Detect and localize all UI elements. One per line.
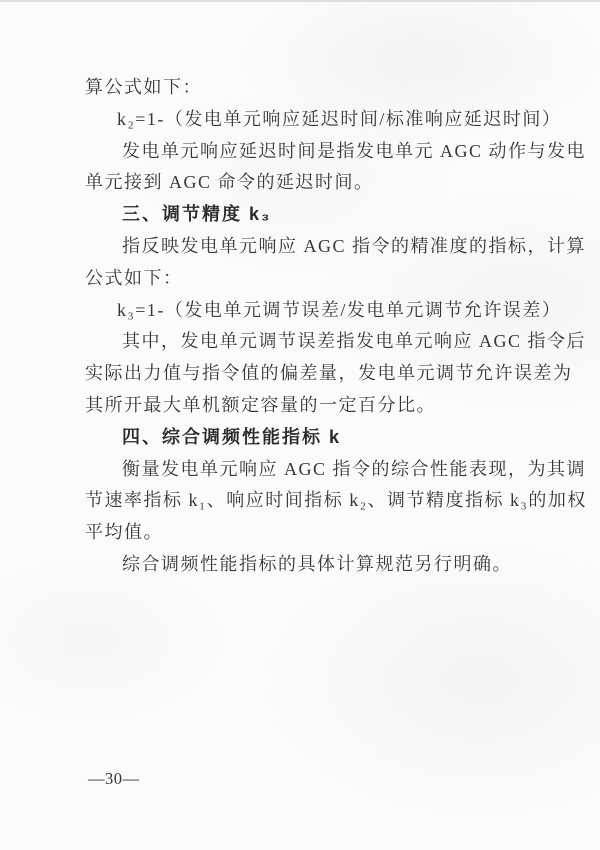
text-line-error-def-1: 其中，发电单元调节误差指发电单元响应 AGC 指令后 [122, 331, 587, 352]
document-body [85, 72, 587, 581]
text-line-delay-def-2: 单元接到 AGC 命令的延迟时间。 [85, 172, 374, 193]
text-line-accuracy-def-1: 指反映发电单元响应 AGC 指令的精准度的指标，计算 [122, 235, 587, 256]
text-line-error-def-3: 其所开最大单机额定容量的一定百分比。 [85, 394, 436, 415]
text-line-composite-def-2: 节速率指标 k₁、响应时间指标 k₂、调节精度指标 k₃的加权 [85, 490, 587, 511]
text-line-composite-def-1: 衡量发电单元响应 AGC 指令的综合性能表现，为其调 [122, 458, 587, 479]
text-line-formula-intro-cont: 算公式如下： [85, 77, 202, 97]
section-heading-3-regulation-accuracy: 三、调节精度 k₃ [122, 204, 272, 225]
text-line-composite-def-3: 平均值。 [85, 522, 163, 543]
formula-k2: k₂=1-（发电单元响应延迟时间/标准响应延迟时间） [117, 108, 562, 129]
scan-edge-artifact [0, 0, 600, 2]
text-line-delay-def-1: 发电单元响应延迟时间是指发电单元 AGC 动作与发电 [122, 140, 587, 161]
text-line-closing-note: 综合调频性能指标的具体计算规范另行明确。 [122, 553, 512, 574]
text-line-accuracy-def-2: 公式如下： [85, 267, 183, 288]
section-heading-4-composite-index: 四、综合调频性能指标 k [122, 426, 342, 447]
formula-k3: k₃=1-（发电单元调节误差/发电单元调节允许误差） [117, 299, 562, 320]
page-number: —30— [88, 769, 140, 788]
text-line-error-def-2: 实际出力值与指令值的偏差量，发电单元调节允许误差为 [85, 363, 573, 384]
